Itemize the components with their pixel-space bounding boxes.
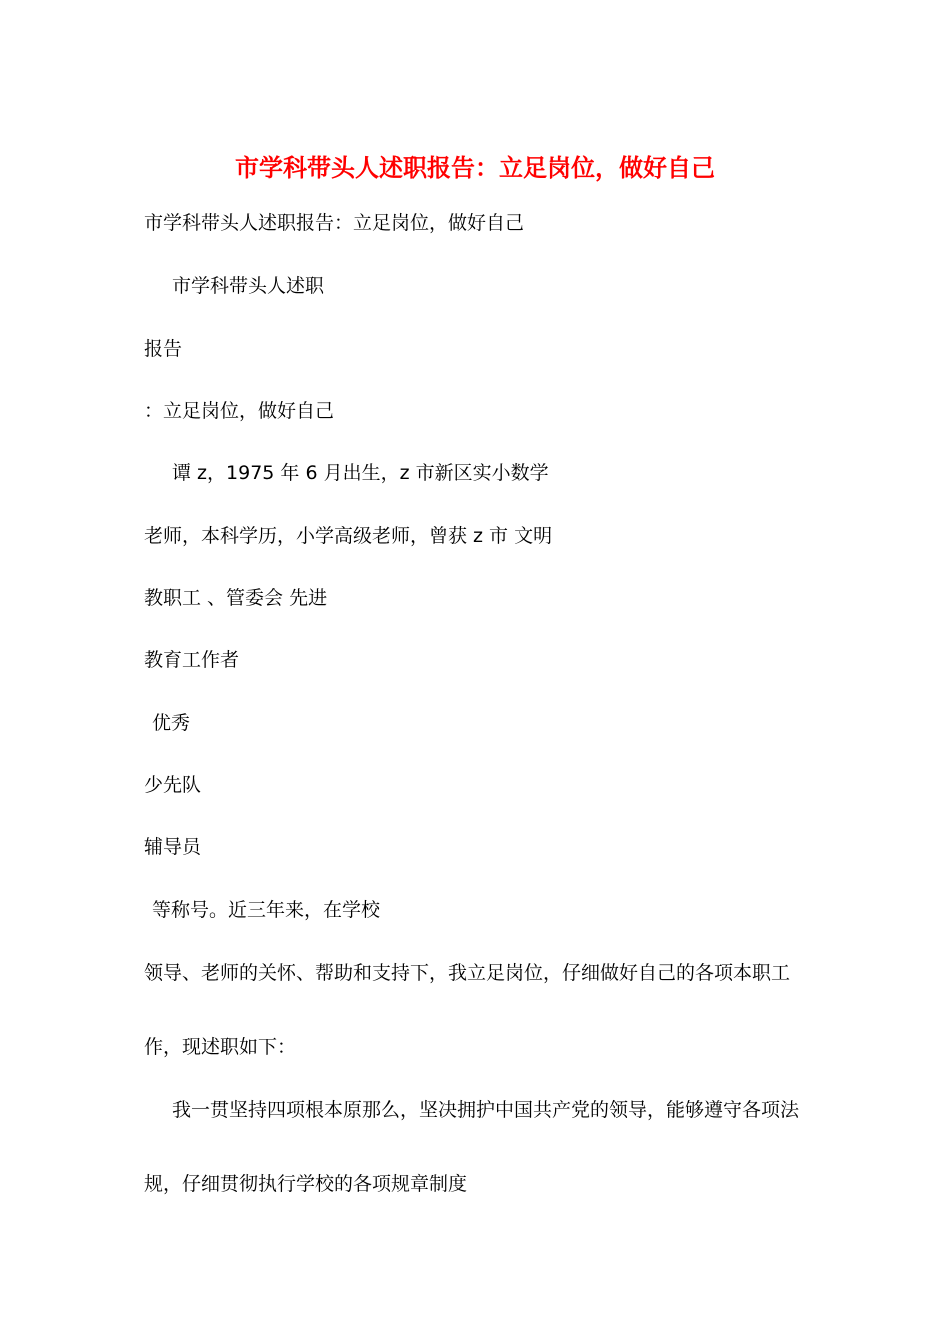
body-line: 少先队: [144, 774, 202, 796]
body-line: 规，仔细贯彻执行学校的各项规章制度: [144, 1173, 468, 1195]
body-line: 市学科带头人述职报告：立足岗位，做好自己: [144, 212, 525, 234]
body-line: 教职工 、管委会 先进: [144, 587, 328, 609]
body-line: 作，现述职如下：: [144, 1036, 297, 1058]
document-title: 市学科带头人述职报告：立足岗位，做好自己: [235, 153, 715, 182]
body-line: 等称号。近三年来，在学校: [152, 899, 381, 921]
body-line: 优秀: [152, 712, 191, 734]
body-line: 市学科带头人述职: [172, 275, 325, 297]
body-line: 报告: [144, 338, 183, 360]
body-line: 我一贯坚持四项根本原那么，坚决拥护中国共产党的领导，能够遵守各项法: [172, 1099, 800, 1121]
body-line: 谭 z，1975 年 6 月出生，z 市新区实小数学: [172, 462, 549, 484]
body-line: 领导、老师的关怀、帮助和支持下，我立足岗位，仔细做好自己的各项本职工: [144, 962, 791, 984]
body-line: ：立足岗位，做好自己: [144, 400, 335, 422]
body-line: 老师，本科学历，小学高级老师，曾获 z 市 文明: [144, 525, 553, 547]
body-line: 辅导员: [144, 836, 202, 858]
body-line: 教育工作者: [144, 649, 240, 671]
